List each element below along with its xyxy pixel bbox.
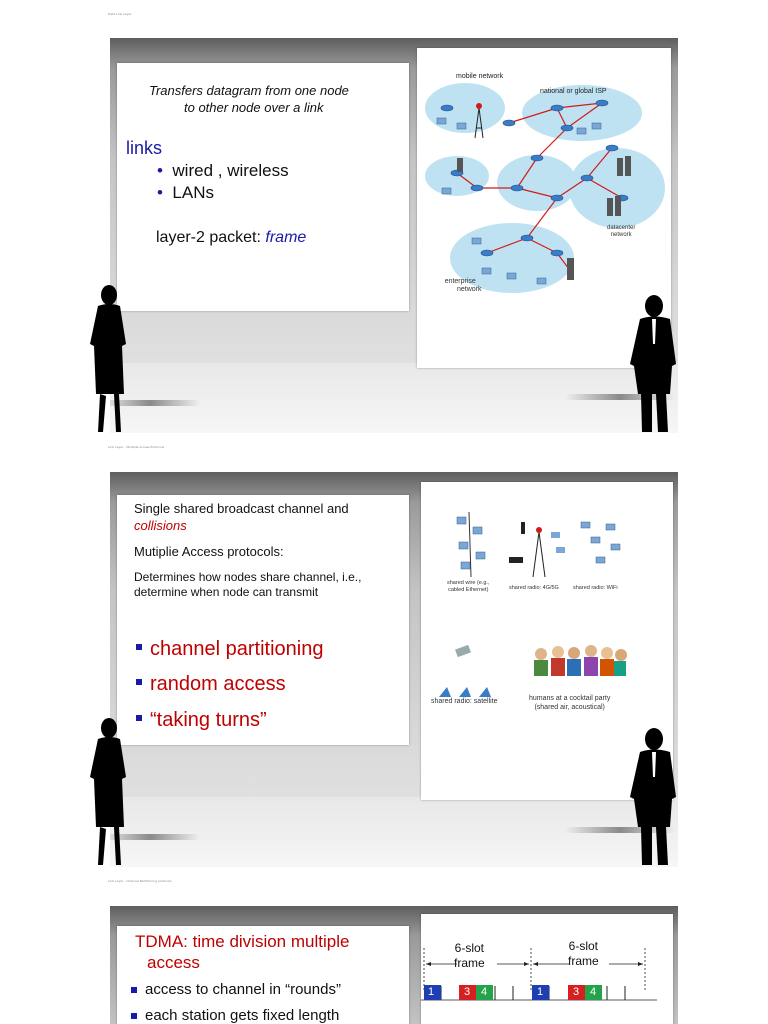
bullet-wired: • wired , wireless bbox=[157, 161, 289, 180]
slot-4a: 4 bbox=[481, 986, 488, 998]
label-enterprise bbox=[439, 278, 482, 294]
frame-label-1b: frame bbox=[454, 956, 485, 970]
tdma-bullet-rounds bbox=[131, 981, 341, 998]
slot-3b: 3 bbox=[573, 986, 580, 998]
cap-humans-l1: humans at a cocktail party bbox=[529, 695, 611, 702]
cap-radio-wifi: shared radio: WiFi bbox=[573, 585, 618, 591]
label-datacenter bbox=[607, 225, 635, 239]
slot-3a: 3 bbox=[464, 986, 471, 998]
frame-label-2b: frame bbox=[568, 954, 599, 968]
cap-shared-wire bbox=[447, 580, 490, 594]
mac-line3a: Determines how nodes share channel, i.e., bbox=[134, 570, 362, 584]
slide-multiple-access bbox=[110, 472, 678, 867]
bullet-channel-partitioning bbox=[136, 638, 323, 661]
cap-shared-wire-l1: shared wire (e.g., bbox=[447, 580, 490, 586]
packet-line bbox=[156, 229, 306, 247]
caption-bottom: Link Layer - Channel Partitioning protocols bbox=[108, 879, 172, 883]
cap-shared-wire-l2: cabled Ethernet) bbox=[448, 587, 489, 593]
mac-line3b: determine when node can transmit bbox=[134, 585, 319, 599]
cap-humans-l2: (shared air, acoustical) bbox=[534, 704, 605, 711]
bullet-channel-partitioning-text: channel partitioning bbox=[150, 638, 324, 660]
slot-1a: 1 bbox=[428, 986, 435, 998]
bullet-wired-text: wired , wireless bbox=[172, 161, 289, 180]
tdma-bullet-fixed bbox=[131, 1007, 339, 1024]
left-board bbox=[117, 63, 409, 311]
mac-line2: Mutiplie Access protocols: bbox=[134, 544, 284, 559]
slide1-title-line1: Transfers datagram from one node bbox=[149, 83, 349, 98]
tdma-bullet-fixed-text: each station gets fixed length bbox=[145, 1007, 340, 1024]
label-mobile-network: mobile network bbox=[456, 73, 504, 80]
person-silhouette-icon bbox=[84, 717, 134, 867]
person-silhouette-icon bbox=[84, 284, 134, 434]
bullet-random-access bbox=[136, 673, 286, 696]
mac-line1: Single shared broadcast channel and bbox=[134, 501, 349, 516]
tdma-title-line1: TDMA: time division multiple bbox=[135, 932, 350, 951]
label-datacenter-l2: network bbox=[610, 232, 632, 238]
bullet-random-access-text: random access bbox=[150, 673, 286, 695]
cap-radio-satellite: shared radio: satellite bbox=[431, 698, 498, 705]
packet-value: frame bbox=[265, 229, 307, 246]
tdma-title-line2: access bbox=[147, 953, 200, 972]
slide1-title-line2: to other node over a link bbox=[184, 100, 324, 115]
left-board-2 bbox=[117, 495, 409, 745]
caption-top: Data Link Layer bbox=[108, 12, 132, 16]
frame-label-2a: 6-slot bbox=[568, 939, 599, 953]
frame-label-2 bbox=[568, 939, 599, 969]
caption-mid: Link Layer - Multiple Access Protocols bbox=[108, 445, 165, 449]
cap-humans bbox=[529, 694, 610, 712]
mac-line1b: collisions bbox=[134, 518, 187, 533]
label-datacenter-l1: datacenter bbox=[607, 225, 636, 231]
links-heading: links bbox=[126, 138, 163, 158]
bullet-taking-turns bbox=[136, 709, 267, 732]
label-isp: national or global ISP bbox=[540, 88, 607, 95]
bullet-lans: • LANs bbox=[157, 183, 214, 202]
left-board-3 bbox=[117, 926, 409, 1024]
slot-1b: 1 bbox=[537, 986, 544, 998]
frame-label-1a: 6-slot bbox=[454, 941, 485, 955]
bullet-taking-turns-text: “taking turns” bbox=[150, 709, 267, 731]
label-enterprise-l2: network bbox=[457, 286, 482, 293]
slide-tdma bbox=[110, 906, 678, 1024]
person-silhouette-icon bbox=[626, 727, 678, 867]
person-silhouette-icon bbox=[626, 294, 678, 434]
tdma-bullet-rounds-text: access to channel in “rounds” bbox=[145, 981, 341, 998]
slot-4b: 4 bbox=[590, 986, 597, 998]
frame-label-1 bbox=[454, 941, 485, 971]
right-board-3 bbox=[421, 914, 673, 1024]
bullet-lans-text: LANs bbox=[172, 183, 214, 202]
slide-link-layer bbox=[110, 38, 678, 433]
packet-label: layer-2 packet: bbox=[156, 229, 261, 246]
label-enterprise-l1: enterprise bbox=[444, 278, 476, 285]
cap-radio-4g: shared radio: 4G/5G bbox=[509, 585, 559, 591]
